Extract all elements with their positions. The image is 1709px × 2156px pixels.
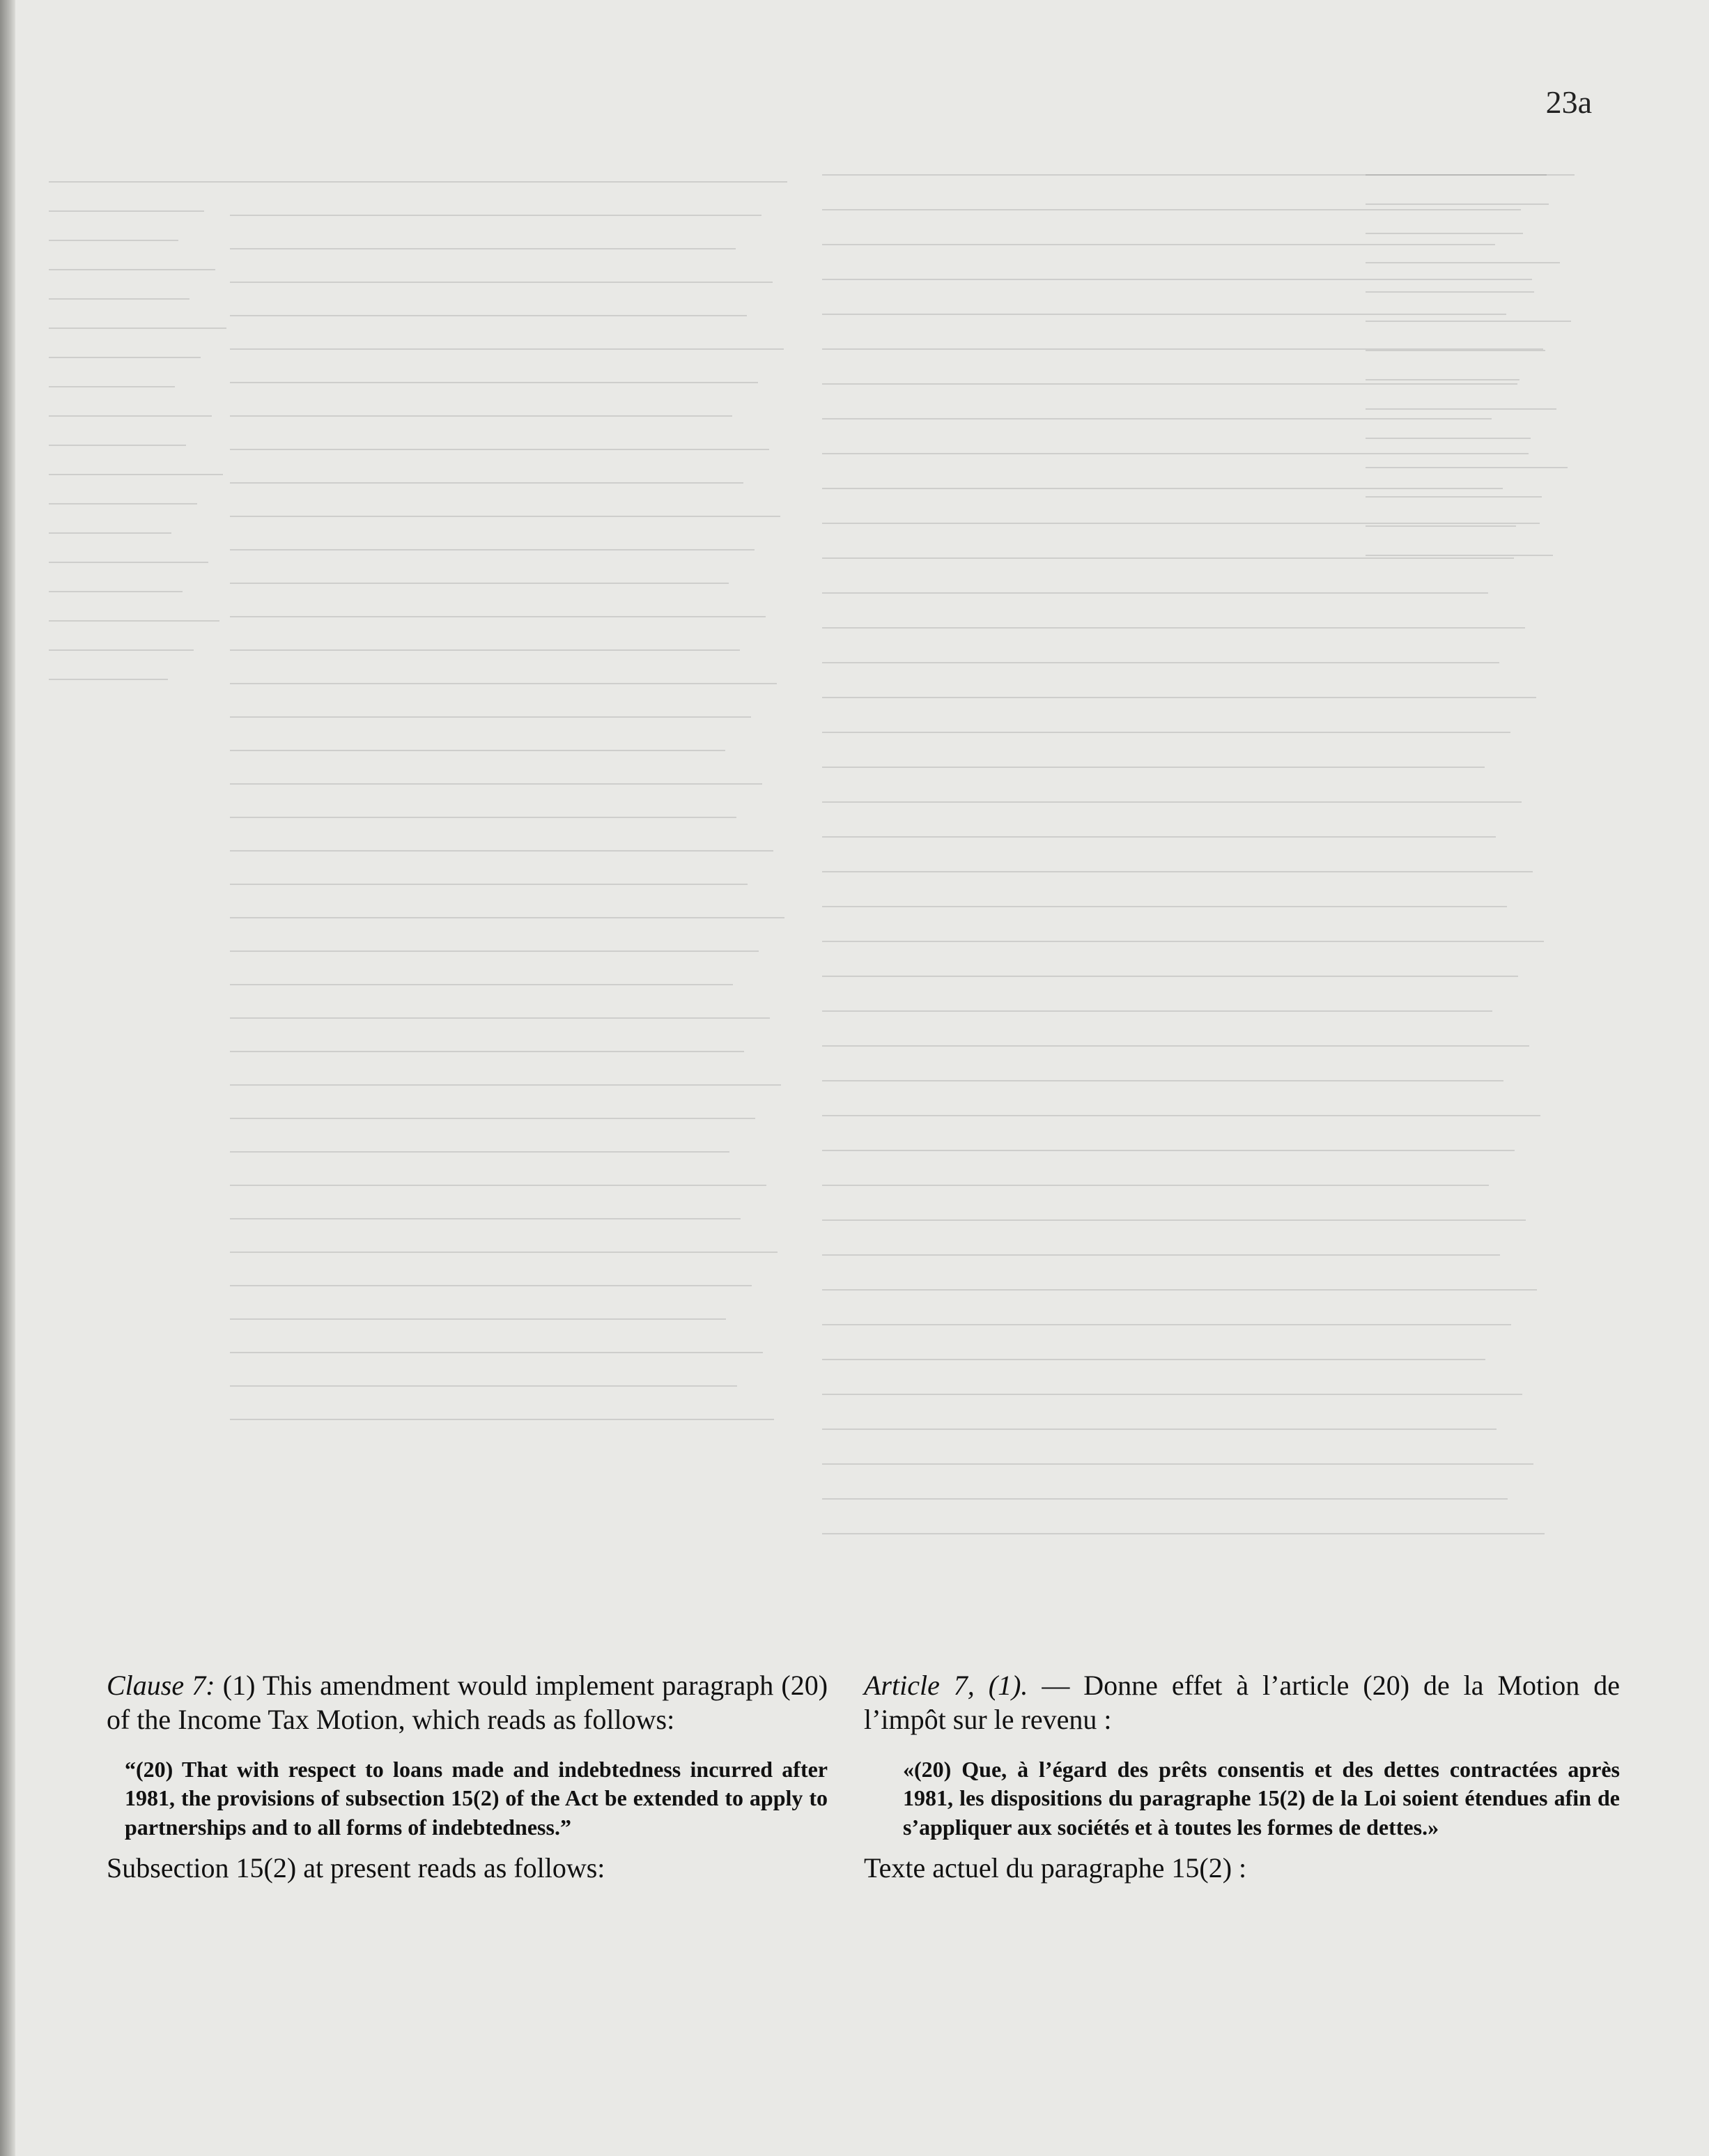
show-through-line [822, 209, 1521, 210]
show-through-line [230, 248, 736, 249]
show-through-line [1366, 350, 1545, 351]
show-through-line [822, 523, 1540, 524]
show-through-line [822, 906, 1507, 907]
show-through-line [230, 482, 743, 484]
show-through-line [49, 357, 201, 358]
show-through-line [1366, 321, 1571, 322]
show-through-line [230, 549, 755, 550]
show-through-line [230, 282, 773, 283]
show-through-line [822, 314, 1506, 315]
show-through-line [822, 1359, 1485, 1360]
show-through-line [822, 488, 1503, 489]
show-through-line [230, 817, 736, 818]
show-through-line [822, 174, 1547, 176]
show-through-line [822, 1324, 1511, 1325]
show-through-line [822, 1150, 1515, 1151]
show-through-line [822, 697, 1536, 698]
show-through-line [230, 449, 769, 450]
show-through-line [230, 750, 725, 751]
show-through-line [822, 592, 1488, 594]
show-through-line [822, 1219, 1526, 1221]
show-through-line [49, 298, 190, 300]
show-through-line [822, 1080, 1503, 1081]
show-through-line [822, 1498, 1508, 1500]
show-through-line [230, 516, 780, 517]
show-through-line [230, 1318, 726, 1320]
show-through-line [230, 616, 766, 617]
show-through-line [230, 415, 732, 417]
show-through-line [1366, 467, 1568, 468]
show-through-line [49, 269, 215, 270]
show-through-line [822, 627, 1525, 629]
show-through-line [49, 445, 186, 446]
show-through-line [230, 683, 777, 684]
show-through-line [49, 620, 219, 622]
show-through-line [230, 649, 740, 651]
show-through-line [230, 181, 787, 183]
show-through-line [49, 210, 204, 212]
explanatory-note-french [864, 1669, 1620, 1886]
show-through-line [230, 348, 784, 350]
show-through-line [822, 1463, 1533, 1465]
show-through-line [49, 679, 168, 680]
show-through-line [230, 1218, 741, 1219]
show-through-line [230, 1285, 752, 1286]
show-through-line [1366, 291, 1534, 293]
article-label: Article 7, (1). [864, 1670, 1028, 1701]
show-through-line [822, 836, 1496, 838]
present-text-heading-english: Subsection 15(2) at present reads as follows: [107, 1852, 605, 1884]
show-through-line [1366, 262, 1560, 263]
show-through-line [822, 557, 1514, 559]
show-through-line [1366, 555, 1553, 556]
show-through-line [230, 1252, 778, 1253]
show-through-line [49, 532, 171, 534]
show-through-line [49, 562, 208, 563]
show-through-line [822, 1429, 1497, 1430]
show-through-line [822, 801, 1522, 803]
show-through-line [1366, 233, 1523, 234]
show-through-line [49, 181, 230, 183]
show-through-line [822, 1254, 1500, 1256]
show-through-line [822, 1394, 1522, 1395]
binding-edge [0, 0, 15, 2156]
show-through-line [230, 1084, 781, 1086]
show-through-line [49, 591, 183, 592]
show-through-line [230, 382, 758, 383]
show-through-line [822, 418, 1492, 419]
show-through-line [230, 984, 733, 985]
show-through-line [49, 415, 212, 417]
show-through-line [1366, 408, 1556, 410]
show-through-line [230, 1385, 737, 1387]
show-through-line [230, 1185, 766, 1186]
clause-paragraph [107, 1669, 828, 1737]
show-through-line [822, 279, 1532, 280]
article-text: — Donne effet à l’article (20) de la Motion de l’impôt sur le revenu : [864, 1670, 1620, 1735]
show-through-line [230, 215, 761, 216]
present-text-heading-french: Texte actuel du paragraphe 15(2) : [864, 1852, 1247, 1884]
show-through-line [1366, 203, 1549, 205]
show-through-line [49, 328, 226, 329]
show-through-line [230, 1051, 744, 1052]
show-through-line [822, 976, 1518, 977]
show-through-line [822, 1010, 1492, 1012]
show-through-line [230, 884, 748, 885]
show-through-line [230, 917, 784, 918]
clause-label: Clause 7: [107, 1670, 215, 1701]
show-through-line [1366, 525, 1516, 527]
show-through-line [822, 383, 1517, 385]
show-through-line [822, 732, 1510, 733]
show-through-line [49, 649, 194, 651]
show-through-line [822, 662, 1499, 663]
motion-quote-french: «(20) Que, à l’égard des prêts consentis et des dettes contractées après 1981, les dispositions du paragraphe 15(2) de la Loi soient étendues afin de s’appliquer aux sociétés et à toutes les formes de dettes.» [903, 1756, 1620, 1840]
show-through-line [822, 244, 1495, 245]
show-through-line [822, 1115, 1540, 1116]
show-through-line [230, 1151, 729, 1153]
clause-text: (1) This amendment would implement paragraph (20) of the Income Tax Motion, which reads as follows: [107, 1670, 828, 1735]
show-through-line [1366, 174, 1575, 176]
show-through-line [230, 1352, 763, 1353]
show-through-line [49, 474, 223, 475]
show-through-line [230, 315, 747, 316]
show-through-line [230, 950, 759, 952]
show-through-line [822, 1289, 1537, 1291]
show-through-line [230, 1118, 755, 1119]
motion-quote-english: “(20) That with respect to loans made and indebtedness incurred after 1981, the provisions of subsection 15(2) of the Act be extended to apply to partnerships and to all forms of indebtedness.” [125, 1756, 828, 1840]
show-through-line [822, 1045, 1529, 1047]
show-through-line [822, 453, 1529, 454]
show-through-line [230, 716, 751, 718]
show-through-line [230, 583, 729, 584]
page-number: 23a [1545, 84, 1592, 120]
show-through-line [822, 871, 1533, 872]
show-through-line [49, 503, 197, 505]
show-through-line [822, 941, 1544, 942]
show-through-line [822, 1185, 1489, 1186]
show-through-line [230, 783, 762, 785]
show-through-line [1366, 379, 1519, 380]
article-paragraph [864, 1669, 1620, 1737]
show-through-line [230, 1017, 770, 1019]
show-through-line [49, 240, 178, 241]
show-through-line [49, 386, 175, 387]
show-through-line [822, 1533, 1545, 1534]
show-through-line [1366, 496, 1542, 498]
show-through-line [822, 348, 1543, 350]
show-through-line [230, 1419, 774, 1420]
explanatory-note-english [107, 1669, 828, 1886]
show-through-line [1366, 438, 1531, 439]
show-through-line [230, 850, 773, 852]
show-through-line [822, 767, 1485, 768]
